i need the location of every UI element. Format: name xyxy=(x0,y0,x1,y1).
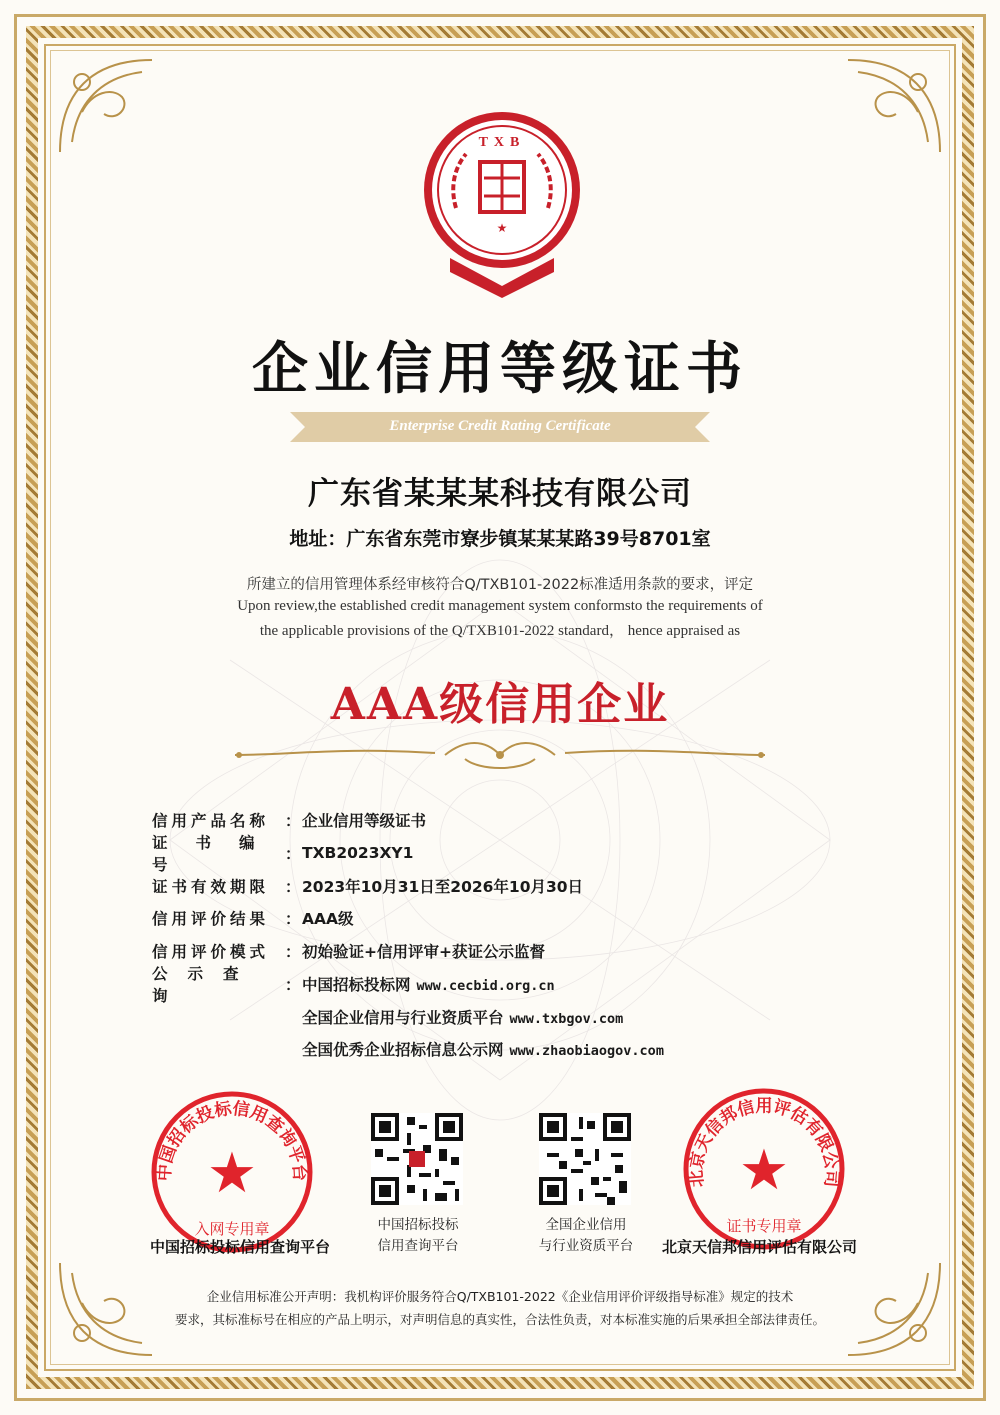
statement-cn: 所建立的信用管理体系经审核符合Q/TXB101-2022标准适用条款的要求，评定 xyxy=(246,577,754,593)
seal-emblem-text: TXB xyxy=(478,135,526,150)
mode-value: 初始验证+信用评审+获证公示监督 xyxy=(302,943,545,961)
left-stamp-caption: 中国招标投标信用查询平台 xyxy=(150,1238,331,1256)
certificate-title: 企业信用等级证书 xyxy=(252,337,748,402)
query-url[interactable]: www.txbgov.com xyxy=(509,1011,624,1027)
svg-text:★: ★ xyxy=(496,221,508,235)
cert-no-value: TXB2023XY1 xyxy=(302,844,414,862)
certificate-subtitle-en: Enterprise Credit Rating Certificate xyxy=(389,418,611,434)
info-row-cert-no: 证书编号 ： TXB2023XY1 xyxy=(152,841,413,865)
info-row-query-3 xyxy=(302,1037,664,1061)
info-row-mode: 信用评价模式 ： 初始验证+信用评审+获证公示监督 xyxy=(152,939,545,963)
left-stamp-bottom-text: 入网专用章 xyxy=(194,1220,270,1238)
right-stamp-caption: 北京天信邦信用评估有限公司 xyxy=(662,1238,858,1256)
mode-label: 信用评价模式 xyxy=(152,943,270,961)
query-label: 公示查询 xyxy=(152,965,259,1005)
result-label: 信用评价结果 xyxy=(152,910,270,928)
product-label: 信用产品名称 xyxy=(152,812,270,830)
right-stamp-ring-text: 北京天信邦信用评估有限公司 xyxy=(686,1096,842,1188)
svg-text:★: ★ xyxy=(206,1141,258,1206)
query-url[interactable]: www.zhaobiaogov.com xyxy=(509,1043,664,1059)
query-item: 中国招标投标网 www.cecbid.org.cn xyxy=(302,976,555,994)
corner-ornament-top-right xyxy=(828,52,948,172)
statement-en-line2: the applicable provisions of the Q/TXB101-2022 standard， hence appraised as xyxy=(259,623,741,639)
cert-no-label: 证书编号 xyxy=(152,834,283,874)
right-official-stamp xyxy=(680,1085,848,1253)
info-row-result: 信用评价结果 ： AAA级 xyxy=(152,906,354,930)
credit-grade: AAA级信用企业 xyxy=(330,679,670,730)
statement-en-line1: Upon review,the established credit management system conformsto the requirements of xyxy=(237,598,763,614)
txb-seal-emblem xyxy=(420,108,584,298)
info-row-validity: 证书有效期限 ： 2023年10月31日至2026年10月30日 xyxy=(152,874,583,898)
validity-label: 证书有效期限 xyxy=(152,878,270,896)
qr-code-2[interactable] xyxy=(539,1113,631,1205)
ornamental-divider xyxy=(225,735,775,775)
left-official-stamp xyxy=(148,1088,316,1256)
company-address: 地址：广东省东莞市寮步镇某某某路39号8701室 xyxy=(289,528,711,550)
query-url[interactable]: www.cecbid.org.cn xyxy=(416,978,555,994)
qr-code-1-caption: 中国招标投标 信用查询平台 xyxy=(377,1217,459,1254)
left-stamp-ring-text: 中国招标投标信用查询平台 xyxy=(154,1098,310,1182)
footer-statement-line1: 企业信用标准公开声明：我机构评价服务符合Q/TXB101-2022《企业信用评价评级指导标准》规定的技术 xyxy=(206,1289,794,1304)
qr-code-1[interactable] xyxy=(371,1113,463,1205)
validity-value: 2023年10月31日至2026年10月30日 xyxy=(302,878,584,896)
info-row-query: 公示查询 ： 中国招标投标网 www.cecbid.org.cn xyxy=(152,972,555,996)
query-item: 全国优秀企业招标信息公示网 www.zhaobiaogov.com xyxy=(302,1041,664,1059)
result-value: AAA级 xyxy=(302,910,354,928)
corner-ornament-top-left xyxy=(52,52,172,172)
right-stamp-bottom-text: 证书专用章 xyxy=(726,1217,802,1235)
qr-code-2-caption: 全国企业信用 与行业资质平台 xyxy=(538,1217,634,1254)
info-row-query-2 xyxy=(302,1005,623,1029)
company-name: 广东省某某某科技有限公司 xyxy=(308,476,692,512)
info-row-product: 信用产品名称 ： 企业信用等级证书 xyxy=(152,808,426,832)
product-value: 企业信用等级证书 xyxy=(302,812,427,830)
footer-statement-line2: 要求，其标准标号在相应的产品上明示，对声明信息的真实性，合法性负责，对本标准实施的后果承担全部法律责任。 xyxy=(174,1312,825,1327)
svg-text:★: ★ xyxy=(738,1138,790,1203)
query-item: 全国企业信用与行业资质平台 www.txbgov.com xyxy=(302,1009,624,1027)
